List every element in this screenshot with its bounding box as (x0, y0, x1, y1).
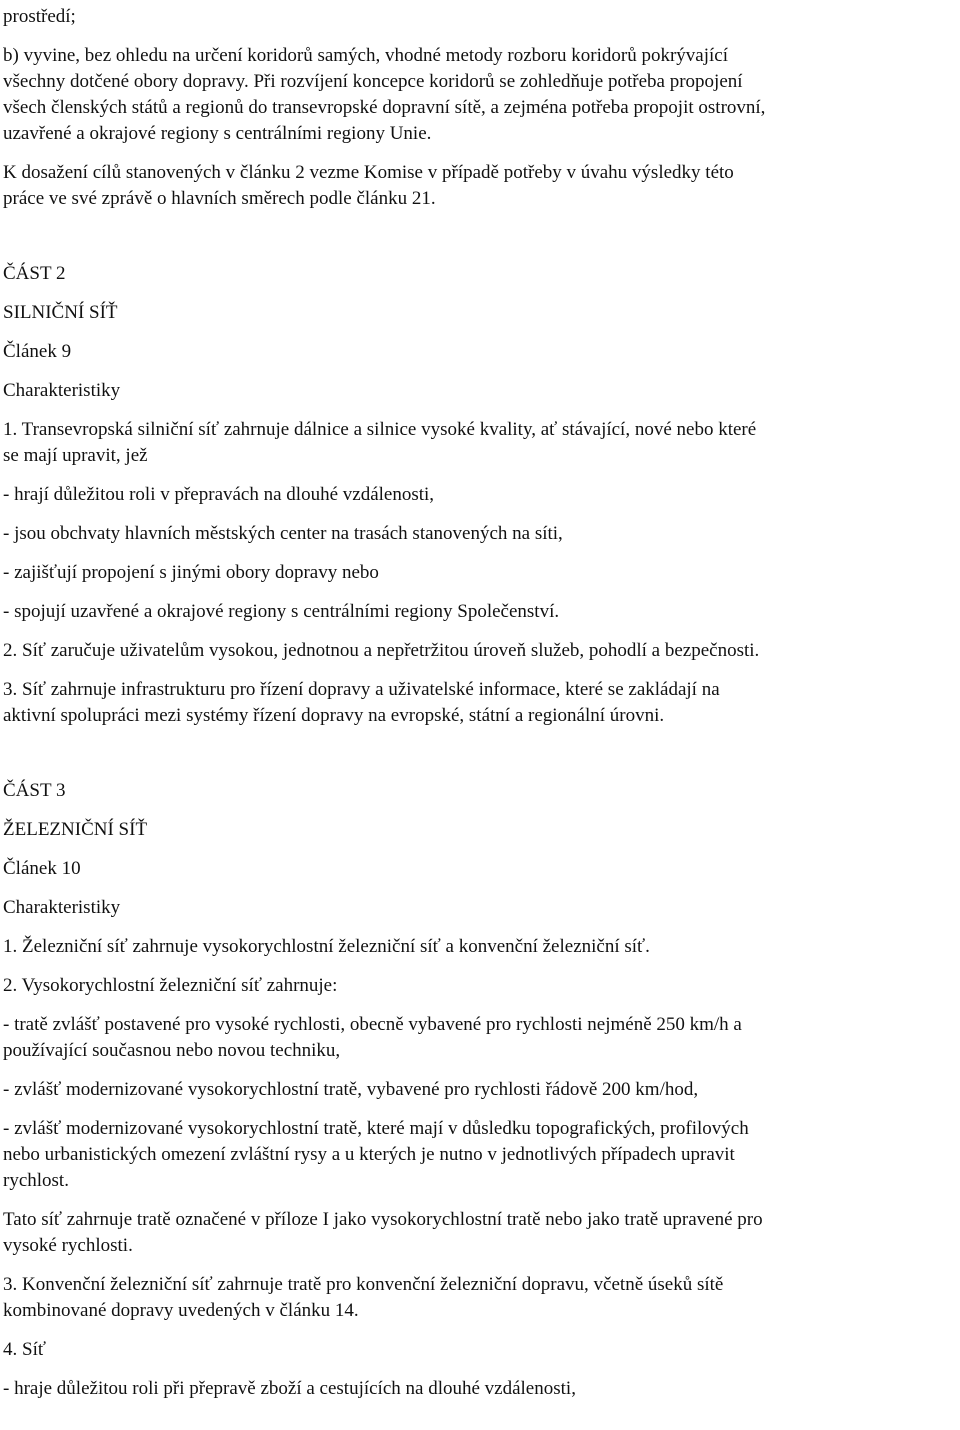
list-item (3, 599, 955, 625)
heading-line: SILNIČNÍ SÍŤ (3, 302, 118, 323)
text-line: - zajišťují propojení s jinými obory dopravy nebo (3, 562, 379, 583)
paragraph-numbered (3, 638, 955, 664)
text-line: práce ve své zprávě o hlavních směrech podle článku 21. (3, 188, 436, 209)
article-number (3, 856, 955, 882)
list-item (3, 521, 955, 547)
text-line: 1. Železniční síť zahrnuje vysokorychlostní železniční síť a konvenční železniční síť. (3, 936, 650, 957)
part-heading (3, 261, 955, 287)
paragraph-numbered (3, 1337, 955, 1363)
paragraph-annex-ref (3, 1207, 955, 1259)
paragraph-corridor-methods (3, 43, 955, 147)
paragraph-commission-report (3, 160, 955, 212)
text-line: všechny dotčené obory dopravy. Při rozvíjení koncepce koridorů se zohledňuje potřeba propojení (3, 71, 743, 92)
text-line: - zvlášť modernizované vysokorychlostní tratě, vybavené pro rychlosti řádově 200 km/hod, (3, 1079, 699, 1100)
text-line: b) vyvine, bez ohledu na určení koridorů samých, vhodné metody rozboru koridorů pokrývající (3, 45, 728, 66)
text-line: rychlost. (3, 1170, 69, 1191)
list-item (3, 560, 955, 586)
text-line: se mají upravit, jež (3, 445, 148, 466)
text-line: kombinované dopravy uvedených v článku 14. (3, 1300, 359, 1321)
section-title (3, 817, 955, 843)
text-line: - hrají důležitou roli v přepravách na dlouhé vzdálenosti, (3, 484, 435, 505)
paragraph-numbered (3, 934, 955, 960)
text-line: používající současnou nebo novou techniku, (3, 1040, 341, 1061)
article-title (3, 895, 955, 921)
text-line: aktivní spolupráci mezi systémy řízení dopravy na evropské, státní a regionální úrovni. (3, 705, 665, 726)
text-line: K dosažení cílů stanovených v článku 2 vezme Komise v případě potřeby v úvahu výsledky této (3, 162, 734, 183)
text-line: vysoké rychlosti. (3, 1235, 133, 1256)
text-line: - spojují uzavřené a okrajové regiony s centrálními regiony Společenství. (3, 601, 560, 622)
part-heading (3, 778, 955, 804)
paragraph-fragment (3, 4, 955, 30)
heading-line: Charakteristiky (3, 380, 121, 401)
article-number (3, 339, 955, 365)
heading-line: ČÁST 2 (3, 263, 66, 284)
list-item (3, 1376, 955, 1402)
heading-line: ČÁST 3 (3, 780, 66, 801)
text-line: prostředí; (3, 6, 76, 27)
text-line: Tato síť zahrnuje tratě označené v příloze I jako vysokorychlostní tratě nebo jako tratě upravené pro (3, 1209, 763, 1230)
list-item (3, 1012, 955, 1064)
text-line: 2. Síť zaručuje uživatelům vysokou, jednotnou a nepřetržitou úroveň služeb, pohodlí a bezpečnosti. (3, 640, 760, 661)
text-line: 2. Vysokorychlostní železniční síť zahrnuje: (3, 975, 338, 996)
text-line: 1. Transevropská silniční síť zahrnuje dálnice a silnice vysoké kvality, ať stávající, nové nebo které (3, 419, 757, 440)
text-line: - tratě zvlášť postavené pro vysoké rychlosti, obecně vybavené pro rychlosti nejméně 250 km/h a (3, 1014, 742, 1035)
text-line: 4. Síť (3, 1339, 46, 1360)
heading-line: Článek 9 (3, 341, 72, 362)
heading-line: Charakteristiky (3, 897, 121, 918)
text-line: 3. Konvenční železniční síť zahrnuje tratě pro konvenční železniční dopravu, včetně úseků sítě (3, 1274, 724, 1295)
text-line: - zvlášť modernizované vysokorychlostní tratě, které mají v důsledku topografických, profilových (3, 1118, 749, 1139)
text-line: 3. Síť zahrnuje infrastrukturu pro řízení dopravy a uživatelské informace, které se zakládají na (3, 679, 720, 700)
text-line: - jsou obchvaty hlavních městských center na trasách stanovených na síti, (3, 523, 563, 544)
paragraph-numbered (3, 973, 955, 999)
list-item (3, 1077, 955, 1103)
text-line: - hraje důležitou roli při přepravě zboží a cestujících na dlouhé vzdálenosti, (3, 1378, 576, 1399)
heading-line: ŽELEZNIČNÍ SÍŤ (3, 819, 148, 840)
document-body (3, 0, 955, 1402)
list-item (3, 482, 955, 508)
list-item (3, 1116, 955, 1194)
text-line: uzavřené a okrajové regiony s centrálními regiony Unie. (3, 123, 432, 144)
paragraph-road-network (3, 417, 955, 469)
text-line: nebo urbanistických omezení zvláštní rysy a u kterých je nutno v jednotlivých případech upravit (3, 1144, 735, 1165)
paragraph-numbered (3, 1272, 955, 1324)
section-title (3, 300, 955, 326)
article-title (3, 378, 955, 404)
heading-line: Článek 10 (3, 858, 81, 879)
text-line: všech členských států a regionů do transevropské dopravní sítě, a zejména potřeba propojit ostrovní, (3, 97, 766, 118)
paragraph-numbered (3, 677, 955, 729)
